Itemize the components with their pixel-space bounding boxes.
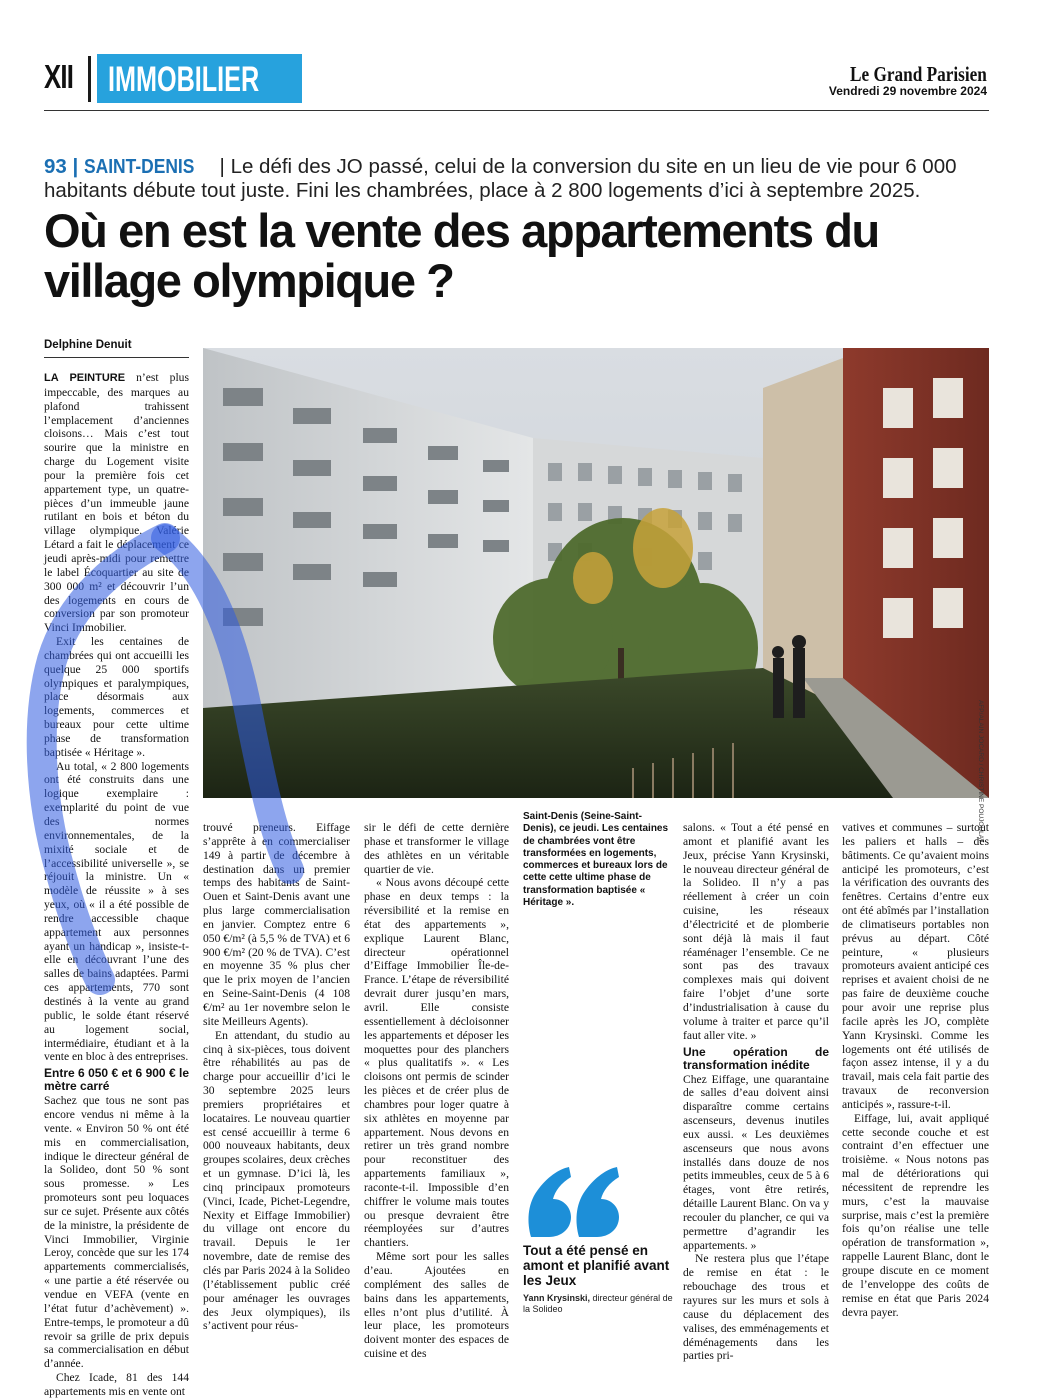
paragraph: Sachez que tous ne sont pas encore vendus ni même à la vente. « Environ 50 % ont été mis en commercialisation, indique le directeur général de la Solideo, dont 50 % sont sous promesse. » Les promoteurs sont peu loquaces sur ce sujet. Présente aux côtés de la ministre, la présidente de Vinci Immobilier, Virginie Leroy, concède que sur les 174 appartements commercialisés, « une partie a été réservée ou vendue en VEFA (vente en l’état futur d’achèvement) ». Entre-temps, le promoteur a dû revoir sa grille de prix depuis sa commercialisation en début d’année.: [44, 1094, 189, 1371]
paragraph: Chez Icade, 81 des 144 appartements mis en vente ont: [44, 1371, 189, 1398]
subheading: Une opération de transformation inédite: [683, 1044, 829, 1072]
quote-mark-icon: [525, 1165, 620, 1239]
quote-author: Yann Krysinski,: [523, 1293, 591, 1303]
kicker-separator: |: [72, 155, 79, 178]
section-label: IMMOBILIER: [108, 60, 260, 99]
paragraph: trouvé preneurs. Eiffage s’apprête à en commercialiser 149 à partir de décembre à destination dans un premier temps des habitants de Saint-Ouen et Saint-Denis avant une plus large commercialisation en janvier. Comptez entre 6 050 €/m² (à 5,5 % de TVA) et 6 900 €/m² (20 % de TVA). C’est en moyenne 35 % plus cher que le prix moyen de l’ancien en Seine-Saint-Denis (4 108 €/m² au 1er novembre selon le site Meilleurs Agents).: [203, 821, 350, 1028]
paragraph: salons. « Tout a été pensé en amont et planifié avant les Jeux, précise Yann Krysinski, le nouveau directeur général de la Solideo. Il n’y a pas réellement à créer un coin cuisine, les réseaux d’électricité et de plomberie sont déjà là mais il faut réaménager l’ensemble. Ce ne sont pas des travaux complexes mais qui doivent faire l’objet d’une sorte d’industrialisation à cause du volume à traiter et parce qu’il faut aller vite. »: [683, 821, 829, 1042]
paragraph: Même sort pour les salles d’eau. Ajoutées en complément des salles de bains dans les appartements, elles n’ont plus d’utilité. À leur place, les promoteurs doivent monter des espaces de cuisine et des: [364, 1250, 509, 1361]
article-column-1: [44, 371, 189, 1399]
department-code: 93: [44, 155, 67, 178]
paragraph: vatives et communes – surtout les paliers et halls – des bâtiments. Ce qu’avaient moins anticipé les promoteurs, c’est la vérification des ouvrants des fenêtres. Certains d’entre eux ont été abîmés par l’installation de climatiseurs portables non prévus au départ. Côté peinture, « plusieurs promoteurs avaient anticipé ces reprises et avaient choisi de ne pas faire de deuxième couche pour avoir une reprise plus facile après les JO, complète Yann Krysinski. Comme les logements ont été utilisés de façon assez intense, il y a du travail, mais cela fait partie des travaux de reconversion anticipés », rassure-t-il.: [842, 821, 989, 1111]
paragraph: Au total, « 2 800 logements ont été construits dans une logique exemplaire : exemplarité du point de vue des normes environnementales, de la mixité sociale et de l’accessibilité universelle », se réjouit la ministre. Un « modèle de réussite » à ses yeux, où « il a été possible de rendre accessible chaque appartement aux personnes ayant un handicap », insiste-t-elle en découvrant l’une des salles de bains adaptées. Parmi ces appartements, 770 sont destinés à la vente au grand public, le solde étant réservé au logement social, intermédiaire, étudiant et à la vente en bloc à des entreprises.: [44, 759, 189, 1064]
paragraph-text: n’est plus impeccable, des marques au plafond trahissent l’emplacement d’anciennes cloisons… Mais c’est tout sourire que la ministre en charge du Logement visite pour la première fois cet appartement type, un quatre-pièces d’un immeuble jaune rutilant en bois et béton du village olympique. Valérie Létard a fait le déplacement ce jeudi après-midi pour remettre le label Écoquartier au site de 300 000 m² et découvrir l’un des logements en cours de conversion par son promoteur Vinci Immobilier.: [44, 371, 189, 635]
paragraph: Exit les centaines de chambrées qui ont accueilli les quelque 25 000 sportifs olympiques et paralympiques, place désormais aux logements, commerces et bureaux pour cette ultime phase de transformation baptisée « Héritage ».: [44, 635, 189, 759]
subheading: Entre 6 050 € et 6 900 € le mètre carré: [44, 1066, 189, 1094]
paragraph: Ne restera plus que l’étape de remise en état : le rebouchage des trous et rayures sur les murs et sols à cause du déplacement des valises, des emménagements et déménagements dans les parties pri-: [683, 1252, 829, 1363]
paragraph: sir le défi de cette dernière phase et transformer le village des athlètes en un véritable quartier de vie.: [364, 821, 509, 876]
courtyard-photo-illustration: [203, 348, 989, 798]
quote-role: directeur général de la Solideo: [523, 1293, 673, 1314]
pull-quote: Tout a été pensé en amont et planifié avant les Jeux: [523, 1243, 670, 1288]
paragraph: Chez Eiffage, une quarantaine de salles d’eau doivent ainsi disparaître comme certains ascenseurs, devenus inutiles eux aussi. « Les deuxièmes ascenseurs que nous avons installés dans douze de nos petits immeubles, ceux de 5 à 6 étages, vont être retirés, détaille Laurent Blanc. On va y recouler du plancher, ce qui va permettre d’agrandir les appartements. »: [683, 1072, 829, 1252]
headline: Où en est la vente des appartements du village olympique ?: [44, 204, 879, 307]
kicker: [44, 155, 1004, 203]
page-folio: XII: [44, 58, 74, 95]
header-rule: [44, 110, 989, 111]
folio-divider: [88, 56, 91, 102]
article-column-5: [842, 821, 989, 1319]
article-photo: [203, 348, 989, 798]
newspaper-logo: Le Grand Parisien: [850, 62, 987, 86]
pull-quote-attribution: [523, 1293, 673, 1315]
paragraph: [44, 371, 189, 635]
paragraph: En attendant, du studio au cinq à six-pièces, tous doivent être réhabilités au pas de charge pour accueillir d’ici le 30 septembre 2025 leurs premiers propriétaires et locataires. Le nouveau quartier est censé accueillir à terme 6 000 nouveaux habitants, deux groupes scolaires, deux crèches et un gymnase. D’ici là, les cinq principaux promoteurs (Vinci, Icade, Pichet-Legendre, Nexity et Eiffage Immobilier) du village ont encore du travail. Depuis le 1er novembre, date de remise des clés par Paris 2024 à la Solideo (l’établissement public créé pour aménager les ouvrages des Jeux olympiques), ils s’activent pour réus-: [203, 1028, 350, 1333]
article-column-3: [364, 821, 509, 1361]
paragraph: « Nous avons découpé cette phase en deux temps : la réversibilité et la remise en état des appartements », explique Laurent Blanc, directeur opérationnel d’Eiffage Immobilier Île-de-France. L’étape de réversibilité devrait durer jusqu’en mars, avril. Elle consiste essentiellement à décloisonner les appartements et déposer les moquettes pour des planchers « plus qualitatifs ». « Les cloisons ont permis de scinder les pièces et de créer plus de chambres pour loger quatre à six athlètes en moyenne par appartement. Nous devons en retirer un très grand nombre pour reconstituer des appartements familiaux », raconte-t-il. Impossible d’en chiffrer le volume mais toutes ou presque devraient être réemployées sur d’autres chantiers.: [364, 876, 509, 1250]
photo-caption: Saint-Denis (Seine-Saint-Denis), ce jeudi. Les centaines de chambrées vont être transformées en logements, commerces et bureaux lors de cette cette ultime phase de transformation baptisée « Héritage ».: [523, 811, 669, 909]
kicker-separator: |: [219, 155, 225, 178]
kicker-text: Le défi des JO passé, celui de la conversion du site en un lieu de vie pour 6 000 habitants débute tout juste. Fini les chambrées, place à 2 800 logements d’ici à septembre 2025.: [44, 155, 957, 202]
paragraph: Eiffage, lui, avait appliqué cette seconde couche et est contraint d’en effectuer une troisième. « Nous notons pas mal de détériorations qui nécessitent de reprendre les murs, c’est la mauvaise surprise, mais c’est la première fois qu’on réalise une telle opération de transformation », rappelle Laurent Blanc, dont le groupe discute en ce moment de l’enveloppe des coûts de remise en état que Paris 2024 devra payer.: [842, 1111, 989, 1319]
byline: Delphine Denuit: [44, 339, 132, 351]
photo-credit: AFP/ALAIN JOCARD / CHRISTINE POUJOULAT: [977, 700, 984, 843]
article-column-2: [203, 821, 350, 1333]
kicker-place: SAINT-DENIS: [83, 155, 195, 178]
article-column-4: [683, 821, 829, 1363]
issue-date: Vendredi 29 novembre 2024: [828, 84, 987, 98]
byline-rule: [44, 357, 189, 358]
lead-in: LA PEINTURE: [44, 372, 126, 384]
